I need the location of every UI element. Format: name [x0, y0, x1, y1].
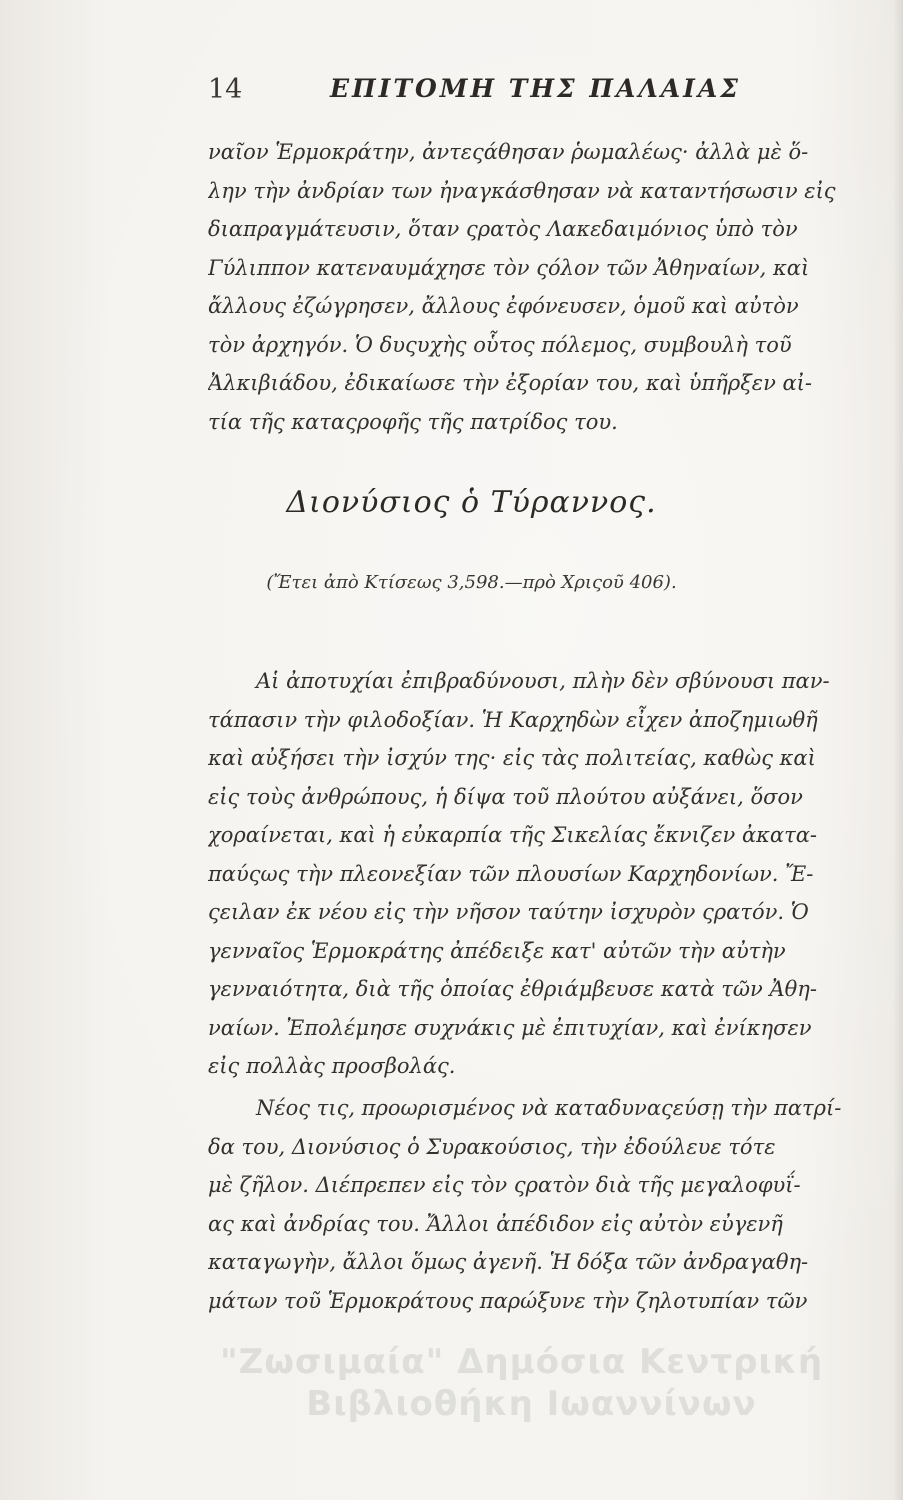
text-line: γενναιότητα, διὰ τῆς ὁποίας ἐθριάμβευσε κατὰ τῶν Ἀθη-: [208, 977, 817, 1001]
text-line: ςειλαν ἐκ νέου εἰς τὴν νῆσον ταύτην ἰσχυρὸν ςρατόν. Ὁ: [208, 900, 809, 924]
text-line: ας καὶ ἀνδρίας του. Ἄλλοι ἀπέδιδον εἰς αὐτὸν εὐγενῆ: [208, 1211, 783, 1236]
text-line: Νέος τις, προωρισμένος νὰ καταδυναςεύσῃ τὴν πατρί-: [256, 1096, 842, 1120]
section-date: (Ἔτει ἀπὸ Κτίσεως 3,598.—πρὸ Χριςοῦ 406).: [266, 572, 677, 593]
text-line: εἰς πολλὰς προσβολάς.: [208, 1054, 456, 1078]
text-line: χοραίνεται, καὶ ἡ εὐκαρπία τῆς Σικελίας ἔκνιζεν ἀκατα-: [208, 823, 817, 847]
page-number: 14: [208, 74, 243, 105]
text-line: λην τὴν ἀνδρίαν των ἠναγκάσθησαν νὰ καταντήσωσιν εἰς: [208, 178, 836, 203]
text-line: εἰς τοὺς ἀνθρώπους, ἡ δίψα τοῦ πλούτου αὐξάνει, ὅσον: [208, 784, 803, 809]
text-line: τάπασιν τὴν φιλοδοξίαν. Ἡ Καρχηδὼν εἶχεν ἀποζημιωθῆ: [208, 707, 818, 732]
section-heading: Διονύσιος ὁ Τύραννος.: [286, 485, 657, 520]
text-line: Γύλιππον κατεναυμάχησε τὸν ςόλον τῶν Ἀθηναίων, καὶ: [208, 255, 810, 280]
text-line: δα του, Διονύσιος ὁ Συρακούσιος, τὴν ἐδούλευε τότε: [208, 1134, 776, 1159]
page-edge-shadow: [893, 0, 903, 1500]
text-line: Ἀλκιβιάδου, ἐδικαίωσε τὴν ἐξορίαν του, καὶ ὑπῆρξεν αἰ-: [208, 371, 813, 395]
text-line: τὸν ἀρχηγόν. Ὁ δυςυχὴς οὗτος πόλεμος, συμβουλὴ τοῦ: [208, 332, 792, 357]
text-line: διαπραγμάτευσιν, ὅταν ςρατὸς Λακεδαιμόνιος ὑπὸ τὸν: [208, 217, 798, 241]
paragraph-3: [208, 1089, 848, 1320]
text-line: μὲ ζῆλον. Διέπρεπεν εἰς τὸν ςρατὸν διὰ τῆς μεγαλοφυΐ-: [208, 1173, 801, 1197]
running-title: ΕΠΙΤΟΜΗ ΤΗΣ ΠΑΛΑΙΑΣ: [330, 74, 741, 103]
text-line: ἄλλους ἐζώγρησεν, ἄλλους ἐφόνευσεν, ὁμοῦ καὶ αὐτὸν: [208, 294, 799, 318]
paragraph-1: [208, 133, 848, 441]
library-watermark-line-1: "Ζωσιμαία" Δημόσια Κεντρική: [219, 1342, 824, 1382]
text-line: ναῖον Ἑρμοκράτην, ἀντεςάθησαν ῥωμαλέως· ἀλλὰ μὲ ὅ-: [208, 140, 809, 164]
text-line: καταγωγὴν, ἄλλοι ὅμως ἀγενῆ. Ἡ δόξα τῶν ἀνδραγαθη-: [208, 1250, 809, 1274]
paragraph-2: [208, 662, 848, 1086]
running-head: [0, 74, 903, 114]
text-line: μάτων τοῦ Ἑρμοκράτους παρώξυνε τὴν ζηλοτυπίαν τῶν: [208, 1288, 808, 1313]
text-line: παύςως τὴν πλεονεξίαν τῶν πλουσίων Καρχηδονίων. Ἔ-: [208, 861, 814, 886]
text-line: γενναῖος Ἑρμοκράτης ἀπέδειξε κατ' αὐτῶν τὴν αὐτὴν: [208, 938, 786, 963]
text-line: καὶ αὐξήσει τὴν ἰσχύν της· εἰς τὰς πολιτείας, καθὼς καὶ: [208, 746, 816, 770]
text-line: Αἱ ἀποτυχίαι ἐπιβραδύνουσι, πλὴν δὲν σβύνουσι παν-: [256, 669, 830, 693]
library-watermark-line-2: Βιβλιοθήκη Ιωαννίνων: [306, 1384, 757, 1424]
text-line: τία τῆς καταςροφῆς τῆς πατρίδος του.: [208, 409, 618, 434]
text-line: ναίων. Ἐπολέμησε συχνάκις μὲ ἐπιτυχίαν, καὶ ἐνίκησεν: [208, 1015, 812, 1040]
